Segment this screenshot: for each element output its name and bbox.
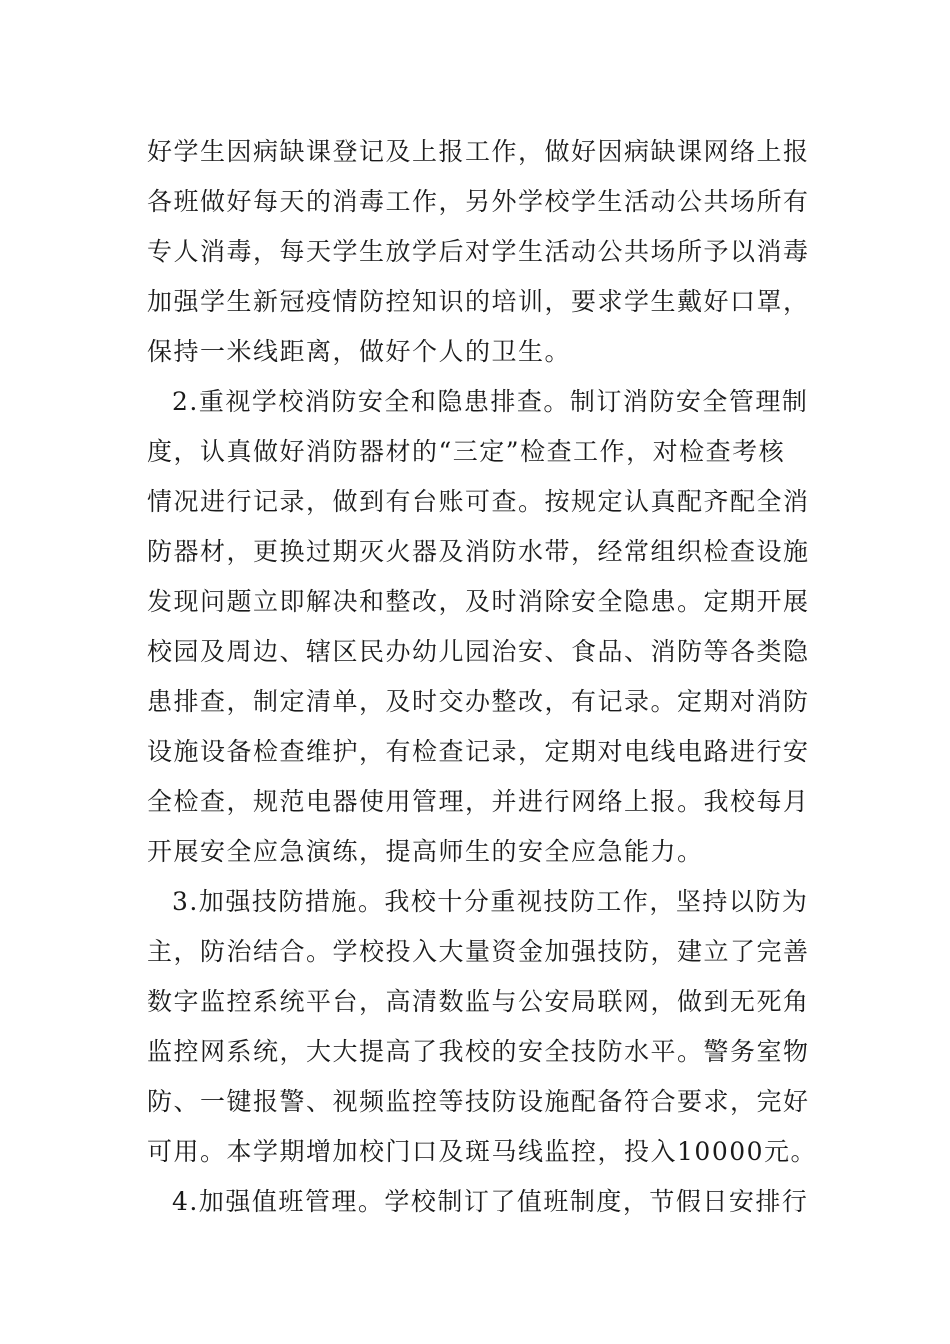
section-2-heading-line: 2.重视学校消防安全和隐患排查。制订消防安全管理制 [172,387,809,416]
text-line: 防、一键报警、视频监控等技防设施配备符合要求，完好 [147,1087,810,1116]
text-line: 好学生因病缺课登记及上报工作，做好因病缺课网络上报 [147,137,810,166]
text-line: 数字监控系统平台，高清数监与公安局联网，做到无死角 [147,987,810,1016]
text-line: 可用。本学期增加校门口及斑马线监控，投入10000元。 [147,1137,818,1166]
text-line: 各班做好每天的消毒工作，另外学校学生活动公共场所有 [147,187,810,216]
text-line: 发现问题立即解决和整改，及时消除安全隐患。定期开展 [147,587,810,616]
text-line: 设施设备检查维护，有检查记录，定期对电线电路进行安 [147,737,810,766]
text-line: 保持一米线距离，做好个人的卫生。 [147,337,572,366]
section-3-heading-line: 3.加强技防措施。我校十分重视技防工作，坚持以防为 [172,887,809,916]
section-4-heading-line: 4.加强值班管理。学校制订了值班制度，节假日安排行 [172,1187,809,1216]
text-line: 情况进行记录，做到有台账可查。按规定认真配齐配全消 [147,487,810,516]
text-line: 主，防治结合。学校投入大量资金加强技防，建立了完善 [147,937,810,966]
text-line: 校园及周边、辖区民办幼儿园治安、食品、消防等各类隐 [147,637,810,666]
document-body [147,127,818,1227]
text-line: 专人消毒，每天学生放学后对学生活动公共场所予以消毒 [147,237,810,266]
text-line: 监控网系统，大大提高了我校的安全技防水平。警务室物 [147,1037,810,1066]
text-line: 患排查，制定清单，及时交办整改，有记录。定期对消防 [147,687,810,716]
text-line: 全检查，规范电器使用管理，并进行网络上报。我校每月 [147,787,810,816]
text-line: 开展安全应急演练，提高师生的安全应急能力。 [147,837,704,866]
text-line: 加强学生新冠疫情防控知识的培训，要求学生戴好口罩， [147,287,810,316]
text-line: 度，认真做好消防器材的“三定”检查工作，对检查考核 [147,437,786,466]
text-line: 防器材，更换过期灭火器及消防水带，经常组织检查设施 [147,537,810,566]
